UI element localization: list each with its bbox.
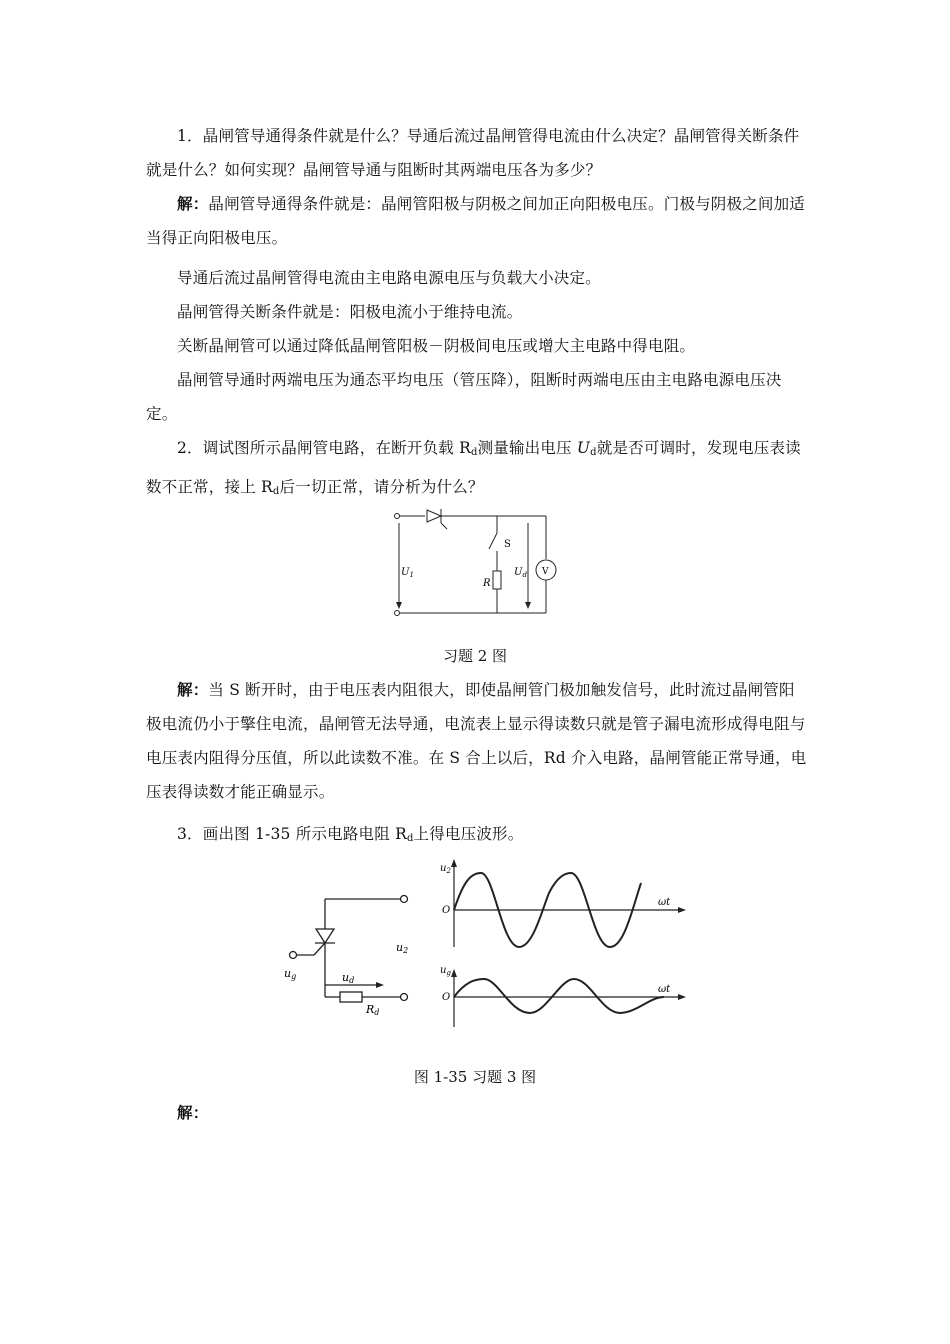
q1-answer-2: 导通后流过晶闸管得电流由主电路电源电压与负载大小决定。 bbox=[177, 269, 601, 287]
ud-circuit-label: ud bbox=[342, 971, 355, 985]
omega-t-label-bottom: ωt bbox=[658, 984, 671, 995]
voltmeter-label: V bbox=[542, 567, 549, 577]
u1-label: $U_1$ bbox=[401, 567, 414, 579]
ud-label: $U_d$ bbox=[514, 567, 527, 579]
q1-answer-4: 关断晶闸管可以通过降低晶闸管阳极－阴极间电压或增大主电路中得电阻。 bbox=[177, 337, 696, 355]
q3-question: 3．画出图 1-35 所示电路电阻 $R_d$上得电压波形。 bbox=[177, 825, 524, 844]
answer-label: 解： bbox=[177, 194, 209, 213]
q1-question: 1．晶闸管导通得条件就是什么？导通后流过晶闸管得电流由什么决定？晶闸管得关断条件就是什么？如何实现？晶闸管导通与阻断时其两端电压各为多少？ bbox=[146, 127, 800, 179]
q1-answer-1: 解：晶闸管导通得条件就是：晶闸管阳极与阴极之间加正向阳极电压。门极与阴极之间加适当得正向阳极电压。 bbox=[146, 194, 806, 247]
q1-answer-5: 晶闸管导通时两端电压为通态平均电压（管压降），阻断时两端电压由主电路电源电压决定。 bbox=[146, 371, 782, 423]
rd-circuit-label: Rd bbox=[366, 1003, 380, 1017]
u2-axis-label: $u_2$ bbox=[440, 863, 451, 875]
u2-circuit-label: u2 bbox=[396, 941, 409, 955]
ug-circuit-label: ug bbox=[284, 967, 297, 981]
omega-t-label-top: ωt bbox=[658, 897, 671, 908]
ug-waveform bbox=[454, 979, 664, 1013]
r-label: R bbox=[483, 578, 491, 589]
answer-label: 解： bbox=[177, 1103, 209, 1122]
q3-circuit-and-waveforms bbox=[280, 855, 690, 1040]
q2-figure-caption: 习题 2 图 bbox=[442, 647, 508, 665]
origin-label-top: O bbox=[442, 905, 451, 916]
q2-question: 2．调试图所示晶闸管电路，在断开负载 $R_d$测量输出电压 $U_d$就是否可调时，发现电压表读数不正常，接上 $R_d$后一切正常，请分析为什么？ bbox=[146, 439, 801, 497]
ug-axis-label: $u_g$ bbox=[440, 965, 451, 977]
q2-circuit-diagram bbox=[385, 503, 565, 625]
q2-answer: 解：当 S 断开时，由于电压表内阻很大，即使晶闸管门极加触发信号，此时流过晶闸管阳极电流仍小于擎住电流，晶闸管无法导通，电流表上显示得读数只就是管子漏电流形成得电阻与电压表内阻得分压值，所以此读数不准。在 S 合上以后，Rd 介入电路，晶闸管能正常导通，电压表得读数才能正确显示。 bbox=[146, 680, 807, 801]
q3-figure-caption: 图 1-35 习题 3 图 bbox=[413, 1068, 537, 1086]
origin-label-bottom: O bbox=[442, 992, 451, 1003]
q1-answer-3: 晶闸管得关断条件就是：阳极电流小于维持电流。 bbox=[177, 303, 523, 321]
q3-answer bbox=[146, 1096, 808, 1130]
answer-label: 解： bbox=[177, 680, 209, 699]
switch-label: S bbox=[504, 539, 511, 550]
